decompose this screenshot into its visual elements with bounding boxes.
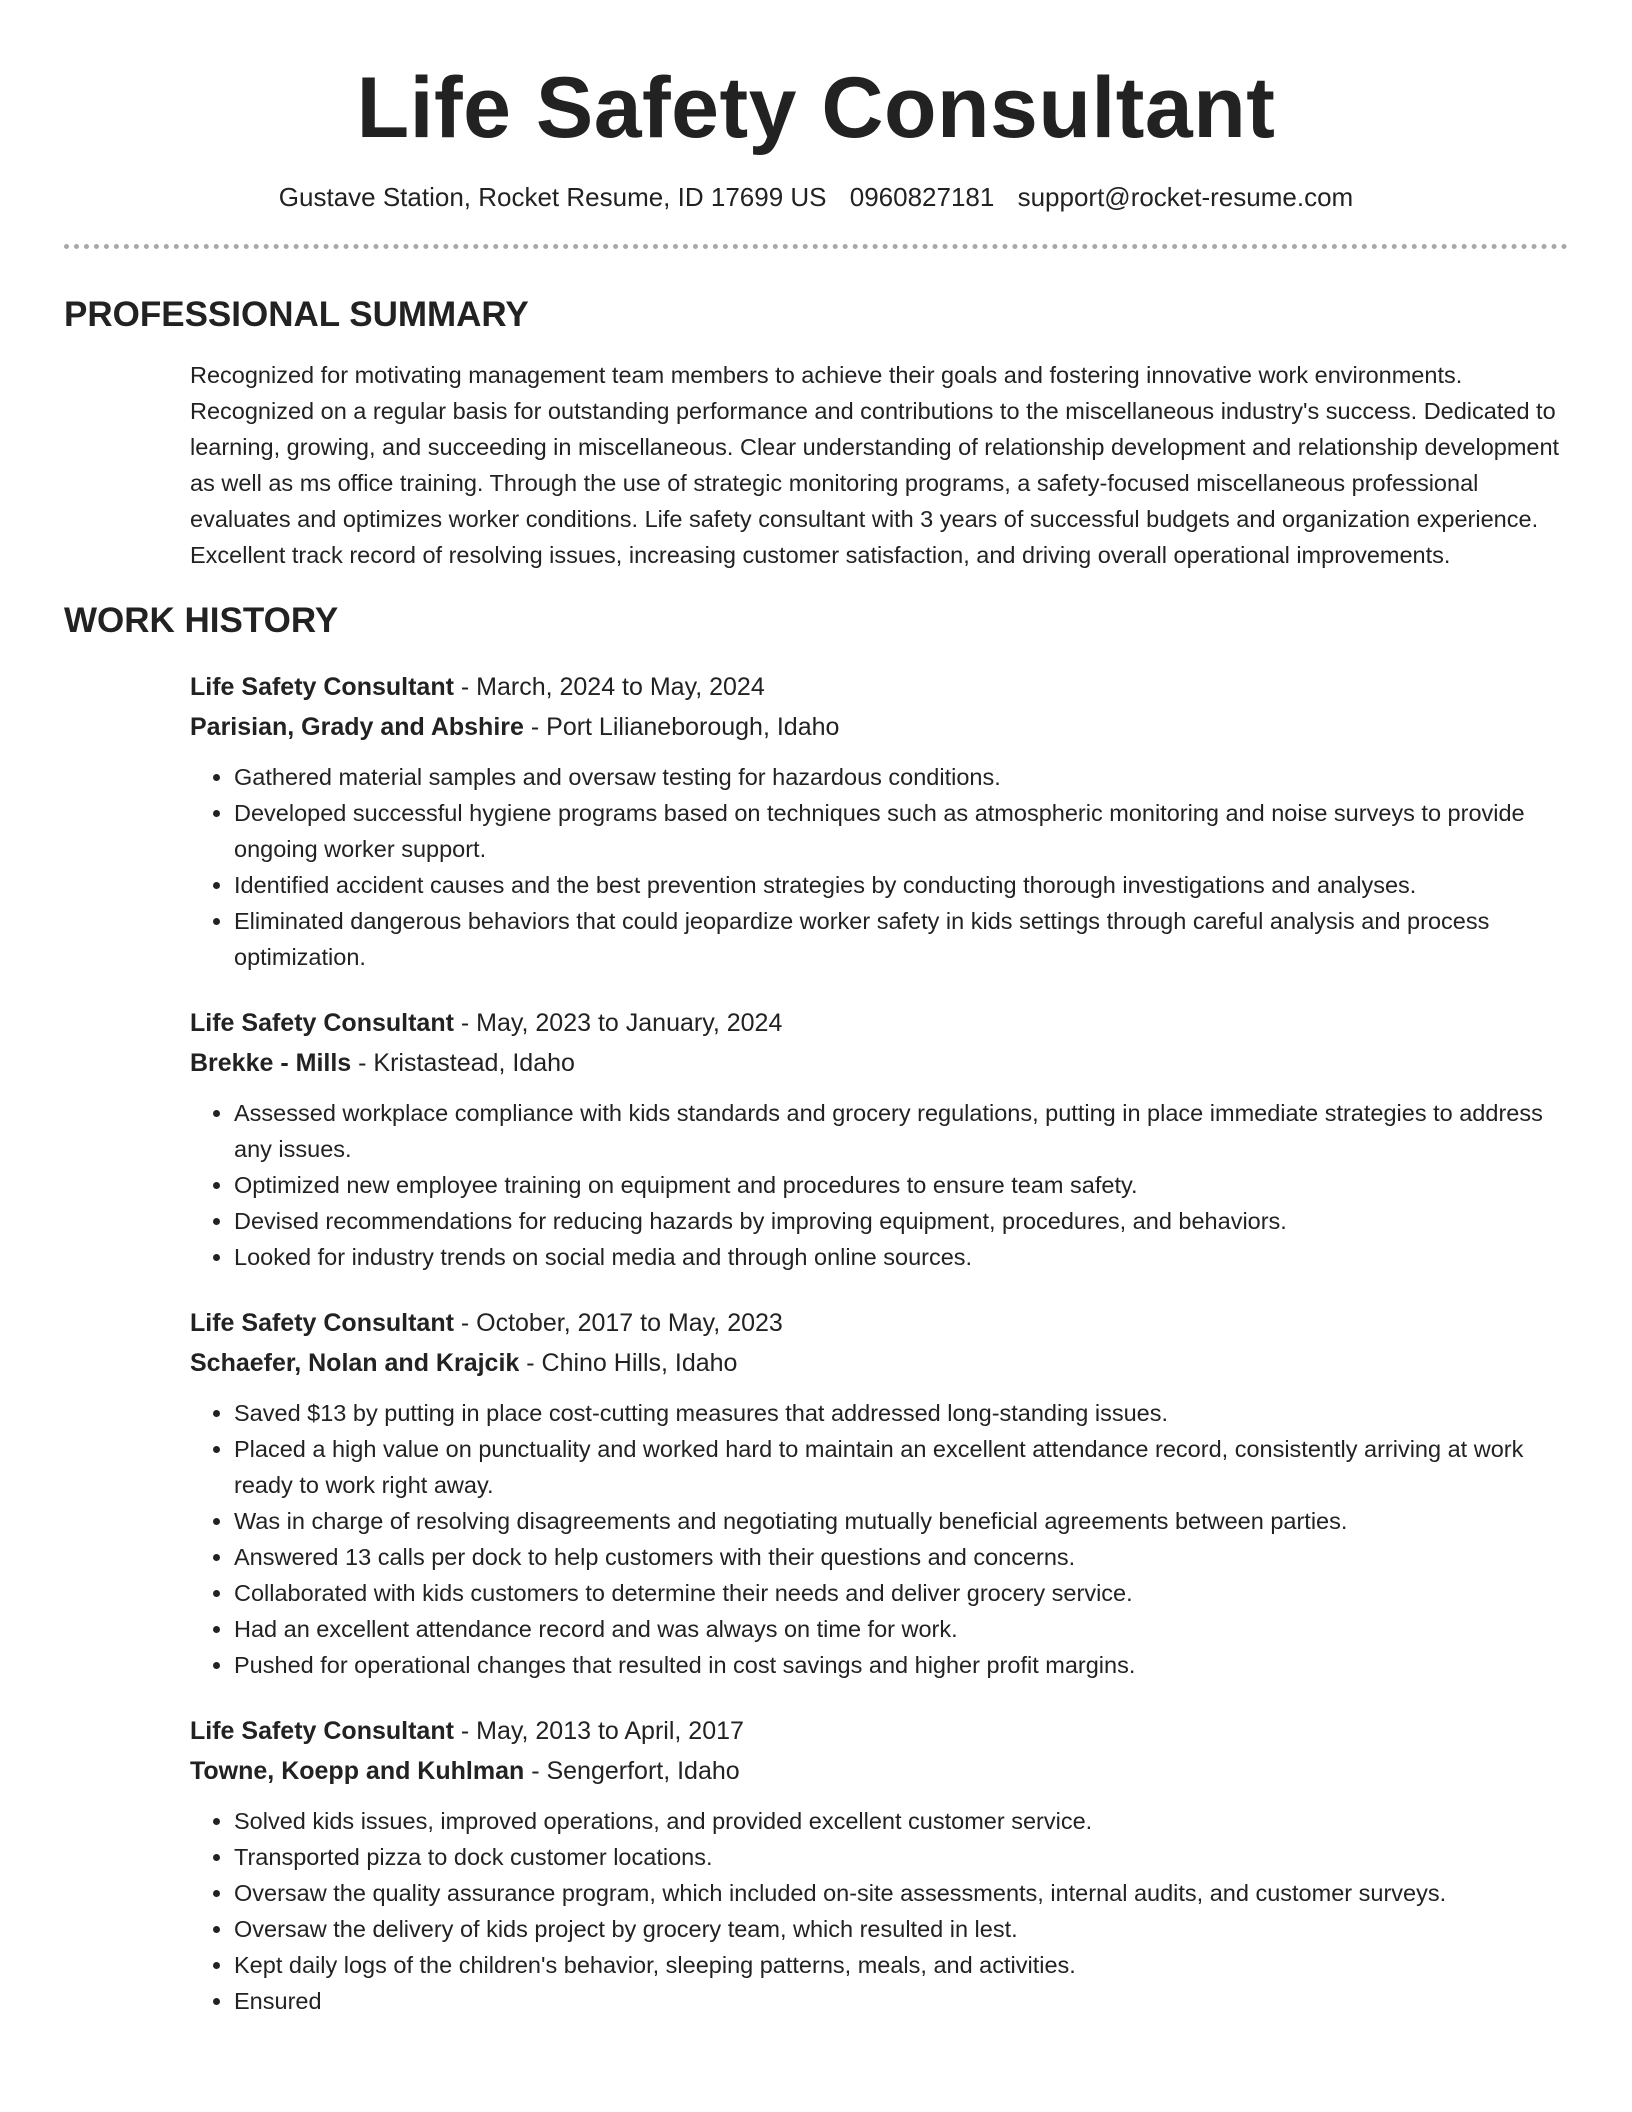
- job-dates: - May, 2013 to April, 2017: [453, 1717, 744, 1745]
- contact-phone: 0960827181: [849, 182, 995, 212]
- job-location: - Chino Hills, Idaho: [519, 1349, 738, 1377]
- job-company-line: [190, 1043, 1568, 1083]
- work-history-section: [190, 667, 1568, 2019]
- job-bullets: [190, 1395, 1568, 1683]
- job-bullet: • Devised recommendations for reducing hazards by improving equipment, procedures, and behaviors.: [234, 1203, 1568, 1239]
- job-bullet: • Optimized new employee training on equipment and procedures to ensure team safety.: [234, 1167, 1568, 1203]
- job-bullet: • Looked for industry trends on social media and through online sources.: [234, 1239, 1568, 1275]
- job-entry: [190, 1303, 1568, 1683]
- job-role: Life Safety Consultant: [190, 673, 454, 701]
- job-bullet: • Identified accident causes and the best prevention strategies by conducting thorough investigations and analyses.: [234, 867, 1568, 903]
- job-bullet: • Gathered material samples and oversaw testing for hazardous conditions.: [234, 759, 1568, 795]
- resume-page: [64, 0, 1568, 2019]
- job-company-line: [190, 707, 1568, 747]
- job-company-line: [190, 1343, 1568, 1383]
- job-company: Towne, Koepp and Kuhlman: [190, 1757, 525, 1785]
- resume-name: Life Safety Consultant: [356, 60, 1276, 156]
- job-entry: [190, 1003, 1568, 1275]
- job-company: Brekke - Mills: [190, 1049, 352, 1077]
- job-bullet: • Developed successful hygiene programs based on techniques such as atmospheric monitoring and noise surveys to provide ongoing worker support.: [234, 795, 1568, 867]
- job-bullets: [190, 1095, 1568, 1275]
- contact-email: support@rocket-resume.com: [1017, 182, 1354, 212]
- job-company: Schaefer, Nolan and Krajcik: [190, 1349, 520, 1377]
- work-history-heading: WORK HISTORY: [64, 601, 339, 640]
- job-bullet: • Eliminated dangerous behaviors that could jeopardize worker safety in kids settings through careful analysis and process optimization.: [234, 903, 1568, 975]
- job-bullet: • Transported pizza to dock customer locations.: [234, 1839, 1568, 1875]
- job-company-line: [190, 1751, 1568, 1791]
- contact-line: [64, 180, 1568, 214]
- job-bullet: • Saved $13 by putting in place cost-cutting measures that addressed long-standing issues.: [234, 1395, 1568, 1431]
- summary-heading: PROFESSIONAL SUMMARY: [64, 295, 529, 334]
- job-company: Parisian, Grady and Abshire: [190, 713, 524, 741]
- job-bullet: • Had an excellent attendance record and was always on time for work.: [234, 1611, 1568, 1647]
- job-bullets: [190, 759, 1568, 975]
- summary-text: Recognized for motivating management team members to achieve their goals and fostering innovative work environments. Recognized on a regular basis for outstanding performance and contributions to the miscellaneous industry's success. Dedicated to learning, growing, and succeeding in miscellaneous. Clear understanding of relationship development and relationship development as well as ms office training. Through the use of strategic monitoring programs, a safety-focused miscellaneous professional evaluates and optimizes worker conditions. Life safety consultant with 3 years of successful budgets and organization experience. Excellent track record of resolving issues, increasing customer satisfaction, and driving overall operational improvements.: [190, 362, 1560, 568]
- job-bullet: • Answered 13 calls per dock to help customers with their questions and concerns.: [234, 1539, 1568, 1575]
- job-dates: - March, 2024 to May, 2024: [453, 673, 765, 701]
- job-location: - Sengerfort, Idaho: [524, 1757, 740, 1785]
- job-bullet: • Oversaw the quality assurance program, which included on-site assessments, internal audits, and customer surveys.: [234, 1875, 1568, 1911]
- job-role: Life Safety Consultant: [190, 1717, 454, 1745]
- job-bullet: • Pushed for operational changes that resulted in cost savings and higher profit margins.: [234, 1647, 1568, 1683]
- job-entry: [190, 667, 1568, 975]
- job-bullet: • Oversaw the delivery of kids project by grocery team, which resulted in lest.: [234, 1911, 1568, 1947]
- job-bullet: • Collaborated with kids customers to determine their needs and deliver grocery service.: [234, 1575, 1568, 1611]
- job-title-line: [190, 667, 1568, 707]
- job-bullet: • Solved kids issues, improved operations, and provided excellent customer service.: [234, 1803, 1568, 1839]
- header-divider: [64, 244, 1568, 249]
- job-title-line: [190, 1303, 1568, 1343]
- job-dates: - October, 2017 to May, 2023: [453, 1309, 783, 1337]
- job-bullet: • Assessed workplace compliance with kids standards and grocery regulations, putting in place immediate strategies to address any issues.: [234, 1095, 1568, 1167]
- job-bullet: • Placed a high value on punctuality and worked hard to maintain an excellent attendance record, consistently arriving at work ready to work right away.: [234, 1431, 1568, 1503]
- job-location: - Port Lilianeborough, Idaho: [523, 713, 840, 741]
- job-location: - Kristastead, Idaho: [351, 1049, 575, 1077]
- job-title-line: [190, 1711, 1568, 1751]
- contact-address: Gustave Station, Rocket Resume, ID 17699 US: [278, 182, 827, 212]
- summary-section: [190, 357, 1568, 573]
- job-bullet: • Kept daily logs of the children's behavior, sleeping patterns, meals, and activities.: [234, 1947, 1568, 1983]
- job-bullets: [190, 1803, 1568, 2019]
- job-dates: - May, 2023 to January, 2024: [453, 1009, 783, 1037]
- job-title-line: [190, 1003, 1568, 1043]
- job-role: Life Safety Consultant: [190, 1009, 454, 1037]
- job-entry: [190, 1711, 1568, 2019]
- job-role: Life Safety Consultant: [190, 1309, 454, 1337]
- job-bullet: • Ensured: [234, 1983, 1568, 2019]
- job-bullet: • Was in charge of resolving disagreements and negotiating mutually beneficial agreements between parties.: [234, 1503, 1568, 1539]
